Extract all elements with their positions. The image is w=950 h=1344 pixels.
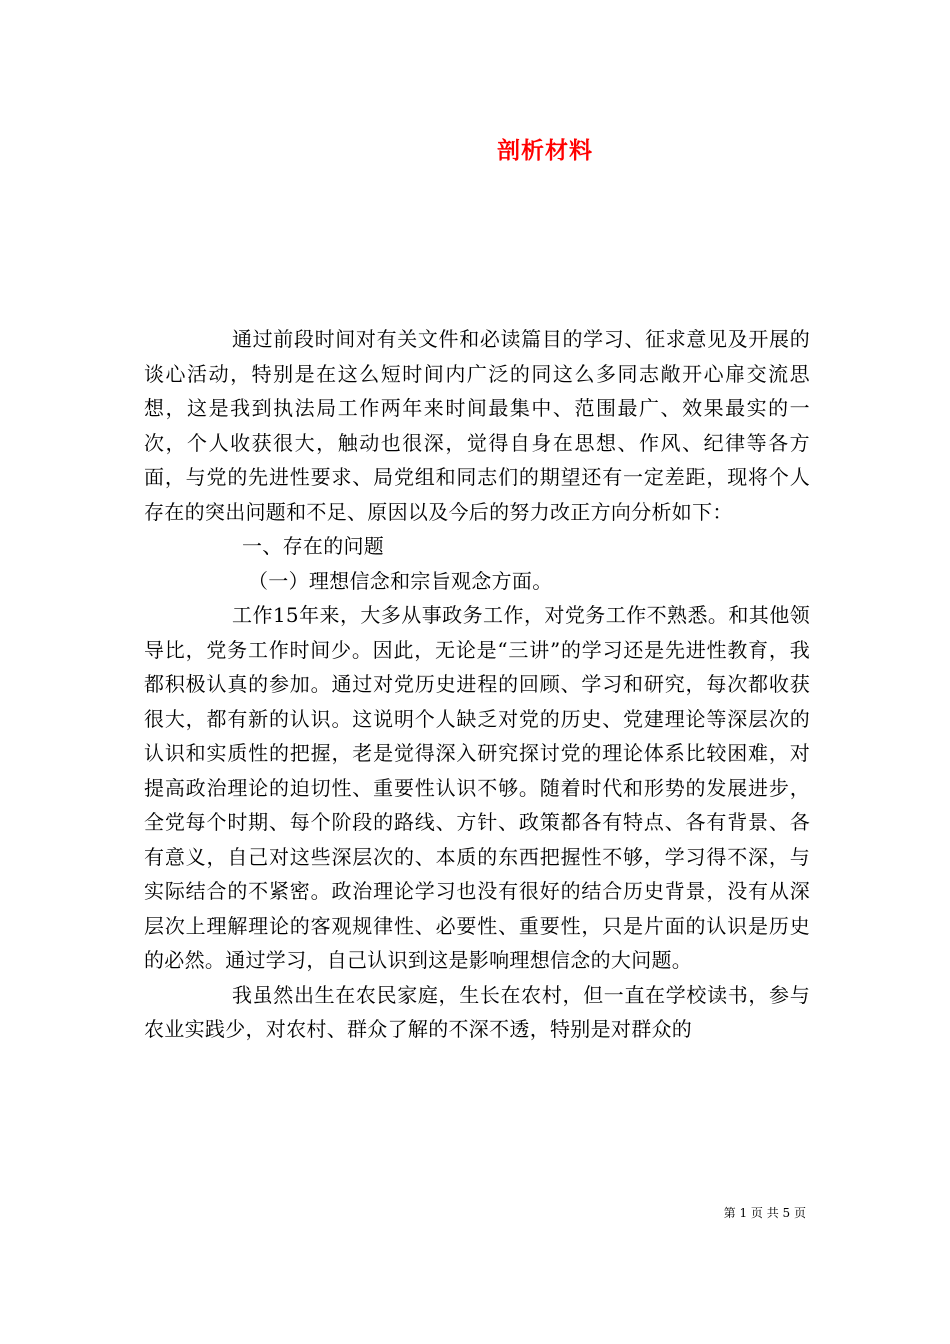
subsection-heading: （一）理想信念和宗旨观念方面。 <box>248 568 553 593</box>
page-title: 剖析材料 <box>497 137 593 164</box>
intro-paragraph: 通过前段时间对有关文件和必读篇目的学习、征求意见及开展的谈心活动，特别是在这么短时间内广泛的同这么多同志敞开心扉交流思想，这是我到执法局工作两年来时间最集中、范围最广、效果最实的一次，个人收获很大，触动也很深，觉得自身在思想、作风、纪律等各方面，与党的先进性要求、局党组和同志们的期望还有一定差距，现将个人存在的突出问题和不足、原因以及今后的努力改正方向分析如下： <box>144 327 810 524</box>
section-heading: 一、存在的问题 <box>242 534 385 558</box>
page-number: 第 1 页 共 5 页 <box>723 1206 806 1220</box>
document-body <box>144 322 810 1047</box>
body-paragraph: 我虽然出生在农民家庭，生长在农村，但一直在学校读书，参与农业实践少，对农村、群众了解的不深不透，特别是对群众的 <box>144 982 810 1041</box>
body-paragraph: 工作15年来，大多从事政务工作，对党务工作不熟悉。和其他领导比，党务工作时间少。因此，无论是“三讲”的学习还是先进性教育，我都积极认真的参加。通过对党历史进程的回顾、学习和研究，每次都收获很大，都有新的认识。这说明个人缺乏对党的历史、党建理论等深层次的认识和实质性的把握，老是觉得深入研究探讨党的理论体系比较困难，对提高政治理论的迫切性、重要性认识不够。随着时代和形势的发展进步，全党每个时期、每个阶段的路线、方针、政策都各有特点、各有背景、各有意义，自己对这些深层次的、本质的东西把握性不够，学习得不深，与实际结合的不紧密。政治理论学习也没有很好的结合历史背景，没有从深层次上理解理论的客观规律性、必要性、重要性，只是片面的认识是历史的必然。通过学习，自己认识到这是影响理想信念的大问题。 <box>144 603 810 972</box>
